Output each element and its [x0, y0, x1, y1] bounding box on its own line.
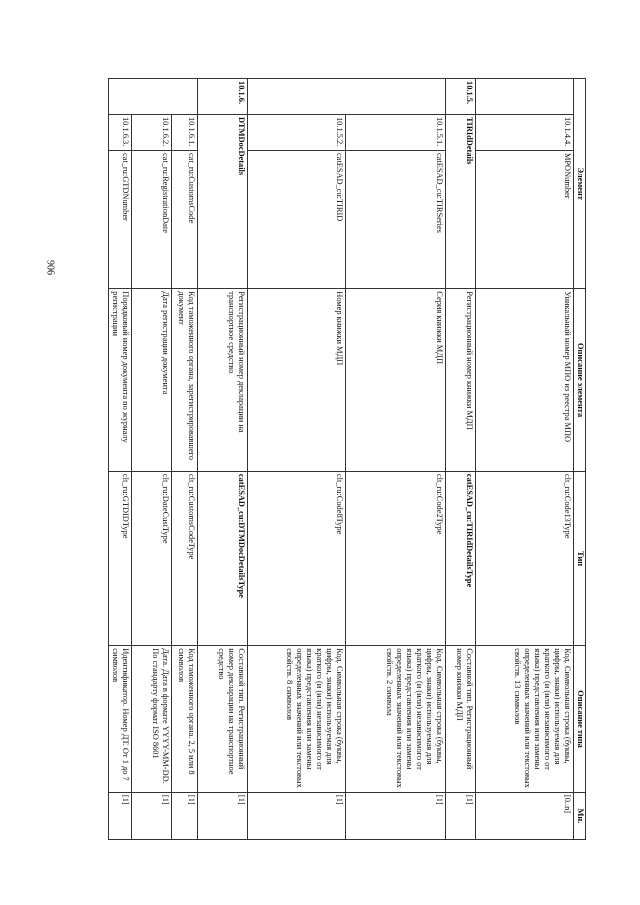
- table-row: [346, 79, 446, 840]
- table-row: [446, 79, 476, 840]
- row-number: 10.1.5.2.: [248, 114, 346, 150]
- header-type: Тип: [574, 471, 586, 645]
- type-description: Код. Символьная строка (буквы, цифры, знаки) используемая для краткого (и (или) независимого от языка) представления или замены определенных значений или текстовых свойств. 2 символа: [346, 646, 446, 793]
- table-row: [172, 79, 198, 840]
- element-description: Порядковый номер документа по журналу регистрации: [109, 289, 132, 472]
- multiplicity: [0..n]: [476, 792, 574, 839]
- page-number: 906: [44, 260, 56, 275]
- type-description: Код. Символьная строка (буквы, цифры, знаки) используемая для краткого (и (или) независимого от языка) представления или замены определенных значений или текстовых свойств. 8 символов: [248, 646, 346, 793]
- indent-cell: [132, 79, 172, 115]
- element-name: MPONumber: [476, 150, 574, 288]
- type-description: Составной тип. Регистрационный номер декларации на транспортное средство: [198, 646, 248, 793]
- indent-cell: [248, 79, 346, 115]
- element-type: clt_ru:Code13Type: [476, 471, 574, 645]
- row-number: 10.1.5.1.: [346, 114, 446, 150]
- row-number: 10.1.5.: [446, 79, 476, 115]
- multiplicity: [1]: [132, 792, 172, 839]
- element-description: Регистрационный номер книжки МДП: [446, 289, 476, 472]
- indent-cell: [172, 79, 198, 115]
- row-number: 10.1.6.1.: [172, 114, 198, 150]
- element-name: catESAD_cu:TIRSeries: [346, 150, 446, 288]
- element-name: cat_ru:RegistrationDate: [132, 150, 172, 288]
- element-type: clt_ru:Code8Type: [248, 471, 346, 645]
- indent-cell: [109, 79, 132, 115]
- document-sheet: [92, 78, 586, 840]
- header-description: Описание элемента: [574, 289, 586, 472]
- row-number: 10.1.4.4.: [476, 114, 574, 150]
- row-number: 10.1.6.: [198, 79, 248, 115]
- table-row: [198, 79, 248, 840]
- table-row: [248, 79, 346, 840]
- table-row: [109, 79, 132, 840]
- row-number: 10.1.6.2.: [132, 114, 172, 150]
- element-description: Номер книжки МДП: [248, 289, 346, 472]
- header-type-description: Описание типа: [574, 646, 586, 793]
- element-name: cat_ru:GTDNumber: [109, 150, 132, 288]
- element-name: TIRIdDetails: [446, 114, 476, 288]
- element-name: DTMDocDetails: [198, 114, 248, 288]
- type-description: Идентификатор. Номер ДТ. От 1 до 7 символов: [109, 646, 132, 793]
- element-description: Регистрационный номер декларации на транспортное средство: [198, 289, 248, 472]
- element-description: Уникальный номер МПО из реестра МПО: [476, 289, 574, 472]
- type-description: Код таможенного органа. 2, 5 или 8 символов: [172, 646, 198, 793]
- multiplicity: [1]: [248, 792, 346, 839]
- element-description: Дата регистрации документа: [132, 289, 172, 472]
- element-type: catESAD_cu:TIRIdDetailsType: [446, 471, 476, 645]
- element-table: [108, 78, 586, 840]
- multiplicity: [1]: [172, 792, 198, 839]
- multiplicity: [1]: [109, 792, 132, 839]
- element-type: clt_ru:GTDIDType: [109, 471, 132, 645]
- table-row: [476, 79, 574, 840]
- element-type: clt_ru:DateCustType: [132, 471, 172, 645]
- indent-cell: [346, 79, 446, 115]
- element-description: Код таможенного органа, зарегистрировавшего документ: [172, 289, 198, 472]
- table-row: [132, 79, 172, 840]
- type-description: Код. Символьная строка (буквы, цифры, знаки) используемая для краткого (и (или) независимого от языка) представления или замены определенных значений или текстовых свойств. 13 символов: [476, 646, 574, 793]
- type-description: Составной тип. Регистрационный номер книжки МДП: [446, 646, 476, 793]
- table-header-row: [574, 79, 586, 840]
- header-element: Элемент: [574, 79, 586, 289]
- element-name: cat_ru:CustomsCode: [172, 150, 198, 288]
- row-number: 10.1.6.3.: [109, 114, 132, 150]
- header-multiplicity: Мн.: [574, 792, 586, 839]
- element-name: catESAD_cu:TIRID: [248, 150, 346, 288]
- element-type: clt_ru:Code2Type: [346, 471, 446, 645]
- multiplicity: [1]: [198, 792, 248, 839]
- element-type: clt_ru:CustomsCodeType: [172, 471, 198, 645]
- type-description: Дата. Дата в формате YYYY-MM-DD. По стандарту формат ISO 8601: [132, 646, 172, 793]
- multiplicity: [1]: [446, 792, 476, 839]
- multiplicity: [1]: [346, 792, 446, 839]
- element-description: Серия книжки МДП: [346, 289, 446, 472]
- element-type: catESAD_cu:DTMDocDetailsType: [198, 471, 248, 645]
- indent-cell: [476, 79, 574, 115]
